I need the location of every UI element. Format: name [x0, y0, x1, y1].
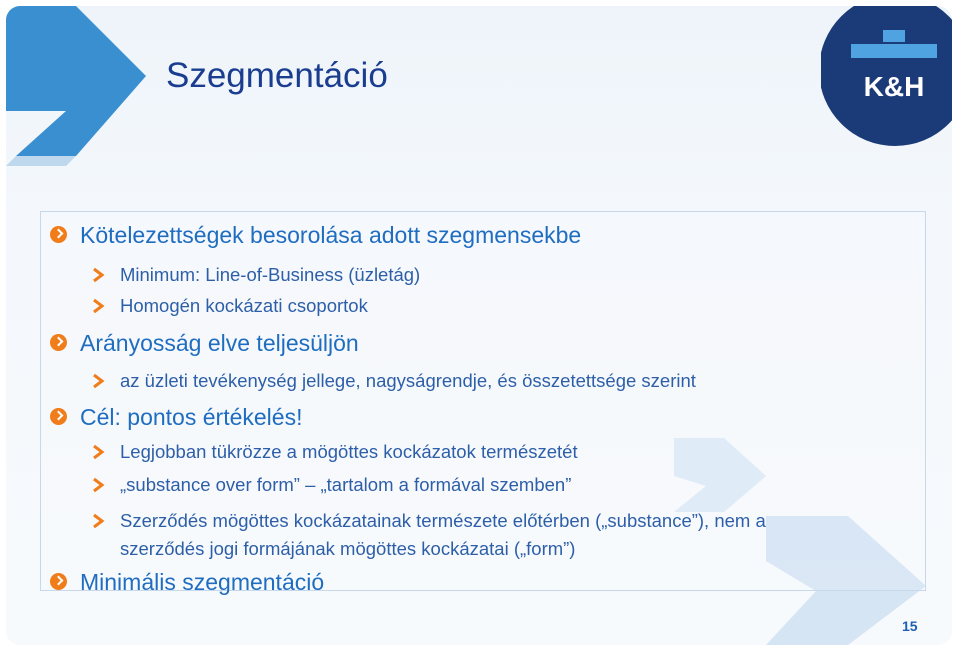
logo-bar-top [883, 30, 905, 42]
bullet-level2: Legjobban tükrözze a mögöttes kockázatok természetét [120, 441, 578, 463]
bullet-level2: „substance over form” – „tartalom a formával szemben” [120, 474, 571, 496]
orange-arrow-icon [90, 372, 108, 390]
top-left-arrow-shadow [6, 156, 76, 166]
orange-arrow-icon [90, 443, 108, 461]
top-left-arrow-shape [6, 6, 146, 156]
orange-circle-arrow-icon [50, 408, 67, 425]
slide-title: Szegmentáció [166, 56, 388, 95]
bullet-level2-multiline: Szerződés mögöttes kockázatainak természete előtérben („substance”), nem a szerződés jogi formájának mögöttes kockázatai („form”) [120, 507, 766, 563]
bullet-level2: az üzleti tevékenység jellege, nagyságrendje, és összetettsége szerint [120, 370, 696, 392]
orange-arrow-icon [90, 297, 108, 315]
bullet-level2: Minimum: Line-of-Business (üzletág) [120, 264, 420, 286]
orange-circle-arrow-icon [50, 334, 67, 351]
bullet-level1: Minimális szegmentáció [80, 569, 324, 596]
slide [6, 6, 952, 645]
bullet-level2: Homogén kockázati csoportok [120, 295, 368, 317]
bullet-level1: Arányosság elve teljesüljön [80, 330, 359, 357]
orange-circle-arrow-icon [50, 573, 67, 590]
orange-circle-arrow-icon [50, 226, 67, 243]
orange-arrow-icon [90, 266, 108, 284]
orange-arrow-icon [90, 476, 108, 494]
kh-logo [821, 6, 952, 146]
page-number: 15 [902, 618, 918, 634]
logo-text: K&H [863, 71, 925, 102]
logo-bar-mid [851, 44, 937, 58]
bullet-level1: Cél: pontos értékelés! [80, 404, 302, 431]
orange-arrow-icon [90, 512, 108, 530]
bullet-level1: Kötelezettségek besorolása adott szegmensekbe [80, 222, 581, 249]
